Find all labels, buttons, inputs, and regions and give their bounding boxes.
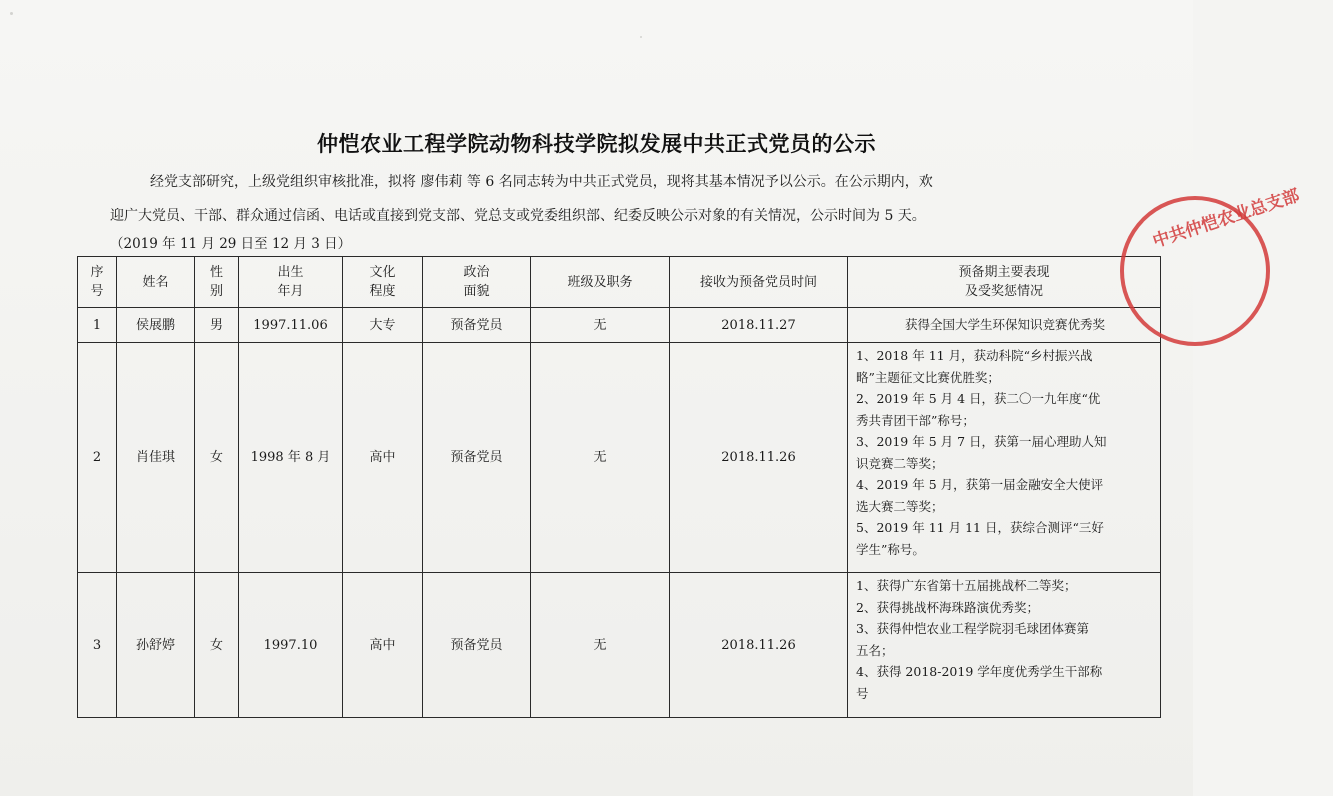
header-position: 班级及职务 <box>531 257 670 308</box>
award-line: 4、获得 2018-2019 学年度优秀学生干部称 <box>856 664 1103 679</box>
cell-awards <box>848 573 1161 718</box>
header-education: 文化 程度 <box>343 257 423 308</box>
cell-education: 高中 <box>343 343 423 573</box>
award-line: 五名； <box>856 642 894 658</box>
award-line: 识竞赛二等奖； <box>856 455 944 471</box>
cell-birth: 1997.11.06 <box>239 308 343 343</box>
award-line: 1、2018 年 11 月，获动科院“乡村振兴战 <box>856 348 1093 363</box>
cell-name: 侯展鹏 <box>117 308 195 343</box>
header-seq: 序 号 <box>78 257 117 308</box>
publicity-period: （2019 年 11 月 29 日至 12 月 3 日） <box>110 236 352 252</box>
cell-seq: 2 <box>78 343 117 573</box>
header-birth: 出生 年月 <box>239 257 343 308</box>
cell-education: 高中 <box>343 573 423 718</box>
cell-accepted-date: 2018.11.26 <box>670 573 848 718</box>
cell-gender: 女 <box>195 343 239 573</box>
intro-paragraph-line-2: 迎广大党员、干部、群众通过信函、电话或直接到党支部、党总支或党委组织部、纪委反映公示对象的有关情况，公示时间为 5 天。 <box>110 208 926 224</box>
table-row <box>78 343 1161 573</box>
header-awards: 预备期主要表现 及受奖惩情况 <box>848 257 1161 308</box>
cell-education: 大专 <box>343 308 423 343</box>
award-line: 2、获得挑战杯海珠路演优秀奖； <box>856 599 1039 615</box>
cell-awards <box>848 343 1161 573</box>
header-gender: 性 别 <box>195 257 239 308</box>
cell-position: 无 <box>531 573 670 718</box>
header-accepted-date: 接收为预备党员时间 <box>670 257 848 308</box>
cell-gender: 女 <box>195 573 239 718</box>
cell-name: 孙舒婷 <box>117 573 195 718</box>
cell-position: 无 <box>531 343 670 573</box>
cell-seq: 1 <box>78 308 117 343</box>
award-line: 4、2019 年 5 月，获第一届金融安全大使评 <box>856 477 1104 492</box>
cell-seq: 3 <box>78 573 117 718</box>
header-political: 政治 面貌 <box>423 257 531 308</box>
cell-political: 预备党员 <box>423 308 531 343</box>
award-line: 3、2019 年 5 月 7 日，获第一届心理助人知 <box>856 434 1107 449</box>
seal-text: 中共仲恺农业总支部 <box>1150 185 1303 252</box>
award-line: 号 <box>856 685 869 701</box>
table-row <box>78 308 1161 343</box>
cell-awards <box>848 308 1161 343</box>
document-title: 仲恺农业工程学院动物科技学院拟发展中共正式党员的公示 <box>317 132 876 156</box>
table-header-row <box>78 257 1161 308</box>
award-line: 2、2019 年 5 月 4 日，获二〇一九年度“优 <box>856 391 1101 406</box>
award-line: 学生”称号。 <box>856 541 925 557</box>
award-line: 1、获得广东省第十五届挑战杯二等奖； <box>856 578 1077 593</box>
cell-accepted-date: 2018.11.26 <box>670 343 848 573</box>
cell-gender: 男 <box>195 308 239 343</box>
award-line: 选大赛二等奖； <box>856 498 944 514</box>
award-line: 秀共青团干部”称号； <box>856 412 975 428</box>
cell-political: 预备党员 <box>423 573 531 718</box>
intro-paragraph-line-1: 经党支部研究，上级党组织审核批准，拟将 廖伟莉 等 6 名同志转为中共正式党员，现将其基本情况予以公示。在公示期内，欢 <box>150 174 933 190</box>
cell-birth: 1997.10 <box>239 573 343 718</box>
award-line: 略”主题征文比赛优胜奖； <box>856 369 1000 385</box>
candidate-table <box>77 256 1161 718</box>
award-line: 3、获得仲恺农业工程学院羽毛球团体赛第 <box>856 621 1089 636</box>
award-line: 获得全国大学生环保知识竞赛优秀奖 <box>904 317 1105 333</box>
cell-political: 预备党员 <box>423 343 531 573</box>
cell-name: 肖佳琪 <box>117 343 195 573</box>
table-row <box>78 573 1161 718</box>
award-line: 5、2019 年 11 月 11 日，获综合测评“三好 <box>856 520 1104 535</box>
cell-position: 无 <box>531 308 670 343</box>
header-name: 姓名 <box>117 257 195 308</box>
cell-accepted-date: 2018.11.27 <box>670 308 848 343</box>
cell-birth: 1998 年 8 月 <box>239 343 343 573</box>
scan-speck-icon <box>640 36 642 38</box>
scan-speck-icon <box>10 12 13 15</box>
